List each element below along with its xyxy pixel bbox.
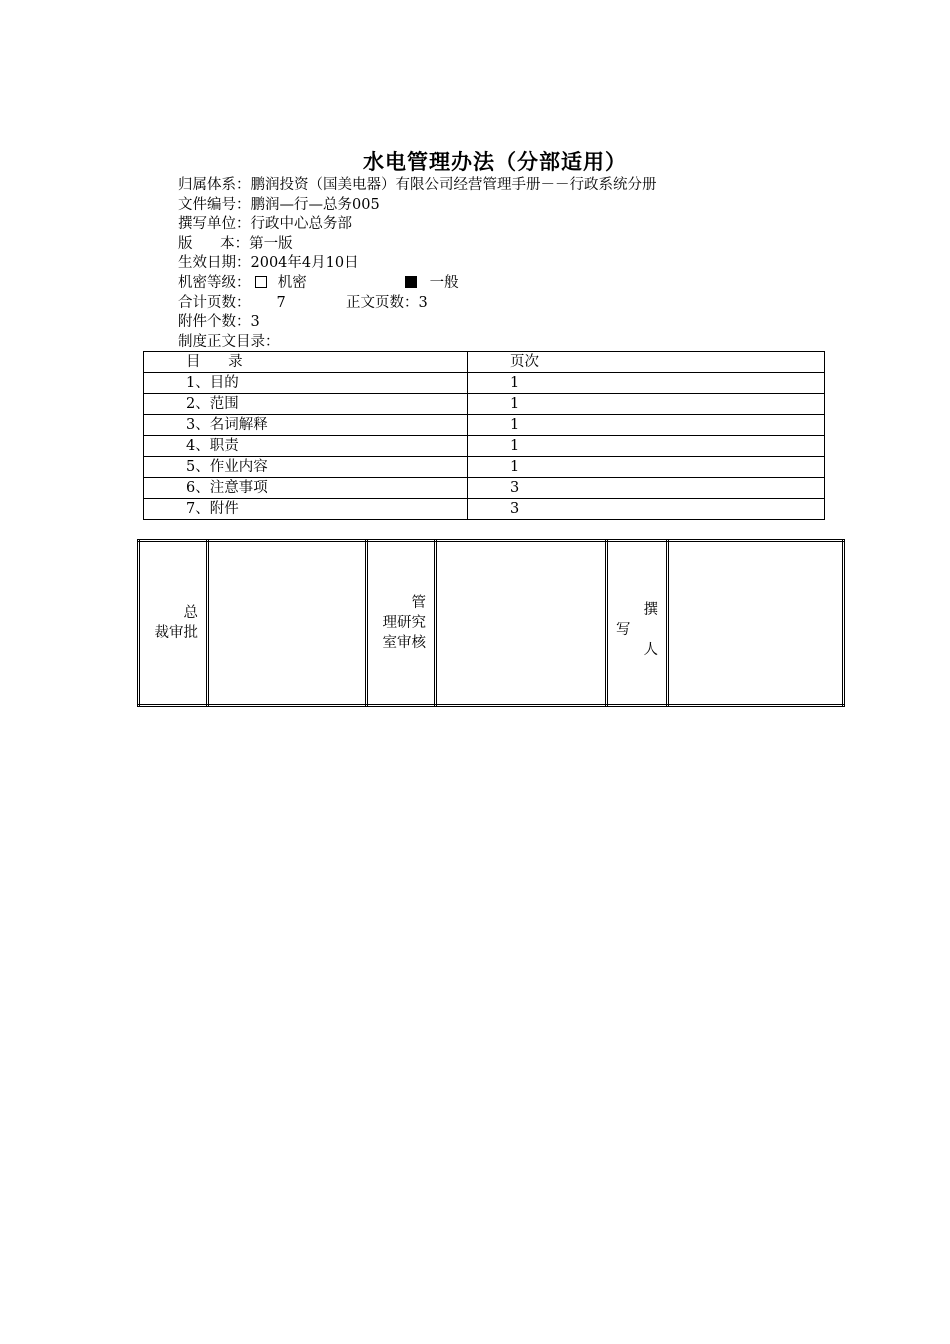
unchecked-box-icon xyxy=(255,276,267,288)
meta-attachments xyxy=(178,313,657,333)
signoff-mgmt-line1: 管 xyxy=(411,595,426,611)
toc-item: 6、注意事项 xyxy=(144,478,468,499)
meta-toc-label-text: 制度正文目录： xyxy=(178,333,280,350)
meta-file-no-value: 鹏润—行—总务005 xyxy=(250,196,380,213)
meta-total-pages-label: 合计页数： xyxy=(178,294,251,311)
toc-page: 1 xyxy=(468,373,825,394)
table-row xyxy=(144,373,825,394)
toc-item: 4、职责 xyxy=(144,436,468,457)
document-title: 水电管理办法（分部适用） xyxy=(363,150,627,174)
meta-toc-label xyxy=(178,333,657,353)
toc-header-item: 目 录 xyxy=(144,352,468,373)
signoff-mgmt-line3: 室审核 xyxy=(382,635,426,651)
meta-effective-date-value: 2004年4月10日 xyxy=(250,255,359,272)
meta-writer-unit-label: 撰写单位： xyxy=(178,216,251,233)
meta-secrecy-option-2: 一般 xyxy=(429,274,459,291)
toc-page: 3 xyxy=(468,478,825,499)
meta-version-label: 版 本： xyxy=(178,235,250,252)
toc-item: 1、目的 xyxy=(144,373,468,394)
toc-page: 1 xyxy=(468,394,825,415)
document-metadata xyxy=(178,176,657,352)
meta-pages xyxy=(178,294,657,314)
signoff-ceo-field[interactable] xyxy=(208,541,367,706)
toc-page: 1 xyxy=(468,436,825,457)
meta-version-value: 第一版 xyxy=(249,235,293,252)
toc-item: 3、名词解释 xyxy=(144,415,468,436)
meta-version xyxy=(178,235,657,255)
meta-body-pages-label: 正文页数： xyxy=(346,294,419,311)
table-row xyxy=(144,478,825,499)
toc-page: 1 xyxy=(468,457,825,478)
signoff-table xyxy=(137,539,845,707)
table-row xyxy=(144,436,825,457)
signoff-writer-char3: 人 xyxy=(643,642,658,658)
meta-secrecy-option-1: 机密 xyxy=(277,274,307,291)
signoff-writer-label xyxy=(607,541,668,706)
table-row xyxy=(144,415,825,436)
meta-effective-date-label: 生效日期： xyxy=(178,255,251,272)
checked-box-icon xyxy=(405,276,417,288)
signoff-writer-field[interactable] xyxy=(668,541,844,706)
toc-item: 7、附件 xyxy=(144,499,468,520)
meta-attachments-label: 附件个数： xyxy=(178,314,251,331)
meta-system xyxy=(178,176,657,196)
signoff-mgmt-label xyxy=(367,541,436,706)
table-row xyxy=(144,499,825,520)
signoff-mgmt-field[interactable] xyxy=(436,541,607,706)
signoff-ceo-line1: 总 xyxy=(183,605,198,621)
meta-attachments-value: 3 xyxy=(250,314,260,331)
signoff-row xyxy=(139,541,844,706)
table-row xyxy=(144,457,825,478)
toc-header-page: 页次 xyxy=(468,352,825,373)
meta-file-no xyxy=(178,196,657,216)
toc-header-row xyxy=(144,352,825,373)
table-row xyxy=(144,394,825,415)
signoff-ceo-line2: 裁审批 xyxy=(154,625,198,641)
meta-effective-date xyxy=(178,254,657,274)
meta-system-value: 鹏润投资（国美电器）有限公司经营管理手册－－行政系统分册 xyxy=(250,177,657,193)
toc-item: 2、范围 xyxy=(144,394,468,415)
toc-page: 3 xyxy=(468,499,825,520)
meta-writer-unit xyxy=(178,215,657,235)
toc-table xyxy=(143,351,825,520)
signoff-writer-char2: 写 xyxy=(616,622,631,638)
signoff-writer-char1: 撰 xyxy=(643,602,658,618)
meta-body-pages-value: 3 xyxy=(418,294,428,311)
meta-writer-unit-value: 行政中心总务部 xyxy=(250,216,352,233)
meta-system-label: 归属体系： xyxy=(178,177,251,193)
meta-secrecy xyxy=(178,274,657,294)
signoff-mgmt-line2: 理研究 xyxy=(382,615,426,631)
meta-total-pages-value: 7 xyxy=(276,294,286,311)
toc-page: 1 xyxy=(468,415,825,436)
toc-item: 5、作业内容 xyxy=(144,457,468,478)
signoff-ceo-label xyxy=(139,541,208,706)
meta-file-no-label: 文件编号： xyxy=(178,196,251,213)
meta-secrecy-label: 机密等级： xyxy=(178,274,251,291)
